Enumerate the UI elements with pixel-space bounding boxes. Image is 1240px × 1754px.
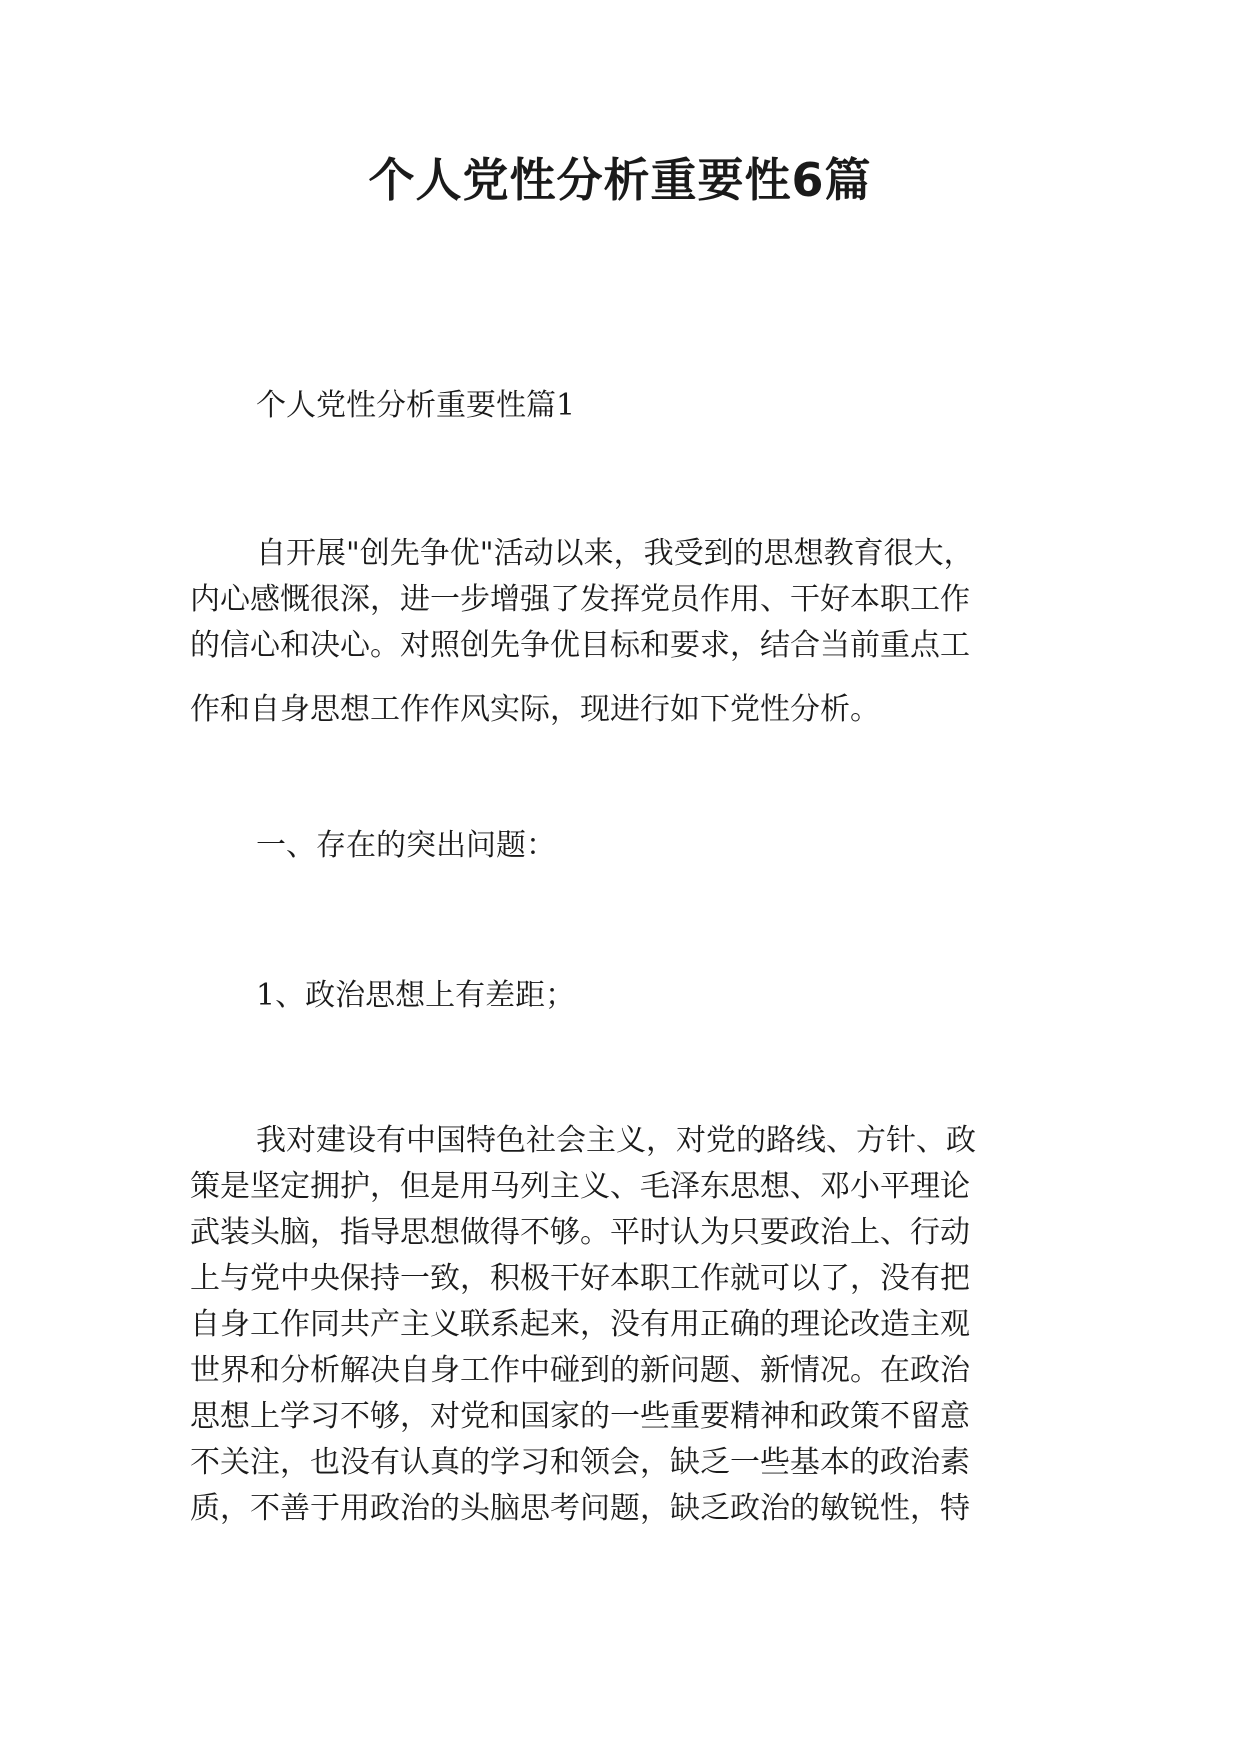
document-title: 个人党性分析重要性6篇 [368,153,872,207]
body-line: 质，不善于用政治的头脑思考问题，缺乏政治的敏锐性，特 [190,1491,970,1526]
subheading-political: 1、政治思想上有差距； [256,978,576,1013]
section-heading: 个人党性分析重要性篇1 [256,388,576,423]
intro-paragraph [190,528,1050,736]
body-line: 策是坚定拥护，但是用马列主义、毛泽东思想、邓小平理论 [190,1169,970,1204]
body-line: 我对建设有中国特色社会主义，对党的路线、方针、政 [256,1123,976,1158]
body-line: 世界和分析解决自身工作中碰到的新问题、新情况。在政治 [190,1353,970,1388]
body-line: 自身工作同共产主义联系起来，没有用正确的理论改造主观 [190,1307,970,1342]
body-line: 不关注，也没有认真的学习和领会，缺乏一些基本的政治素 [190,1445,970,1480]
body-paragraph [190,1118,1050,1532]
intro-line: 的信心和决心。对照创先争优目标和要求，结合当前重点工 [190,628,970,663]
body-line: 思想上学习不够，对党和国家的一些重要精神和政策不留意 [190,1399,970,1434]
intro-line: 内心感慨很深，进一步增强了发挥党员作用、干好本职工作 [190,582,970,617]
body-line: 武装头脑，指导思想做得不够。平时认为只要政治上、行动 [190,1215,970,1250]
intro-line: 作和自身思想工作作风实际，现进行如下党性分析。 [190,692,880,727]
intro-line: 自开展"创先争优"活动以来，我受到的思想教育很大， [256,536,974,571]
body-line: 上与党中央保持一致，积极干好本职工作就可以了，没有把 [190,1261,970,1296]
heading-problems: 一、存在的突出问题： [256,828,556,863]
